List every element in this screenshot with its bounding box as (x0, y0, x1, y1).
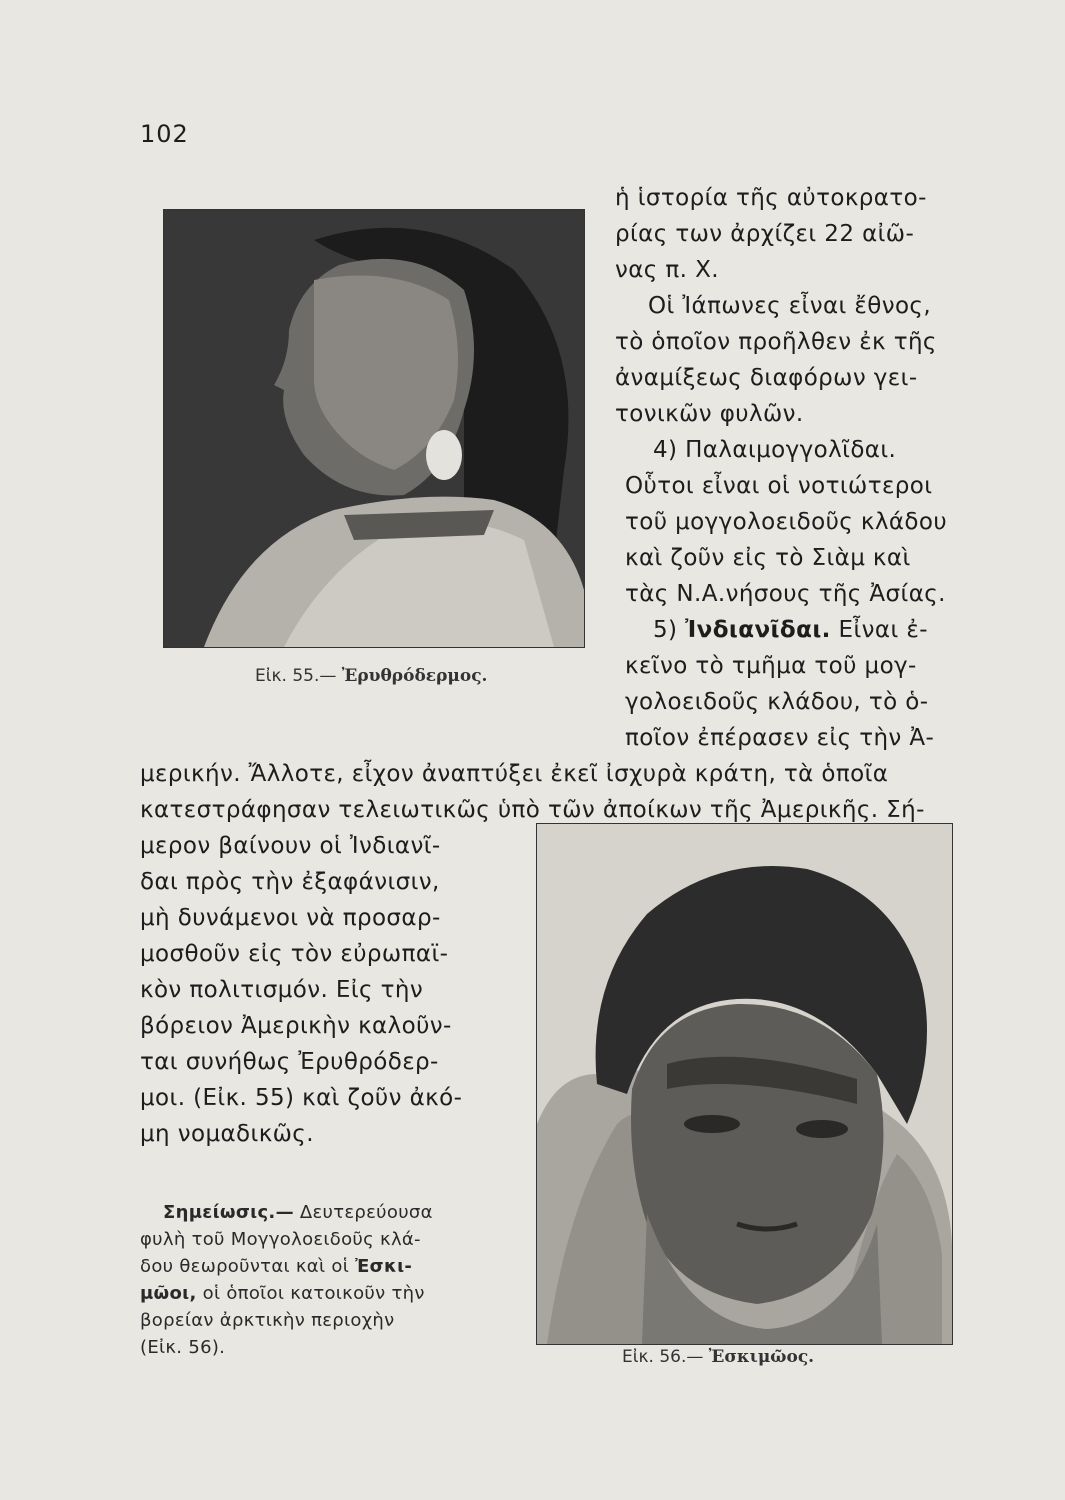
text-line: τὸ ὁποῖον προῆλθεν ἐκ τῆς (615, 329, 937, 355)
figure-55-label: Εἰκ. 55.— (255, 666, 337, 686)
note-line3-pre: δου θεωροῦνται καὶ οἱ (140, 1256, 350, 1277)
note-line: βορείαν ἀρκτικὴν περιοχὴν (140, 1310, 395, 1331)
text-line: μοι. (Εἰκ. 55) καὶ ζοῦν ἀκό- (140, 1085, 463, 1111)
text-line: μὴ δυνάμενοι νὰ προσαρ- (140, 905, 441, 931)
text-line: νας π. Χ. (615, 257, 719, 283)
note-line (140, 1253, 412, 1280)
section-heading-4 (653, 432, 896, 468)
text-line: ται συνήθως Ἐρυθρόδερ- (140, 1049, 439, 1075)
note-term-1: Ἐσκι- (355, 1256, 413, 1277)
text-line: καὶ ζοῦν εἰς τὸ Σιὰμ καὶ (625, 545, 911, 571)
section-5-rest: Εἶναι ἐ- (838, 617, 928, 643)
figure-56-label: Εἰκ. 56.— (622, 1347, 704, 1367)
text-line: ἡ ἱστορία τῆς αὐτοκρατο- (615, 185, 927, 211)
text-line: τονικῶν φυλῶν. (615, 401, 804, 427)
note-first-rest: Δευτερεύουσα (299, 1202, 433, 1223)
text-line: κεῖνο τὸ τμῆμα τοῦ μογ- (625, 653, 917, 679)
text-line: ποῖον ἐπέρασεν εἰς τὴν Ἀ- (625, 725, 935, 751)
text-line: βόρειον Ἀμερικὴν καλοῦν- (140, 1013, 452, 1039)
text-line: μερον βαίνουν οἱ Ἰνδιανῖ- (140, 833, 441, 859)
figure-56-caption (622, 1347, 814, 1367)
note-line: φυλὴ τοῦ Μογγολοειδοῦς κλά- (140, 1229, 421, 1250)
text-line: Οὗτοι εἶναι οἱ νοτιώτεροι (625, 473, 933, 499)
page-number: 102 (140, 120, 189, 148)
figure-55-photo (163, 209, 585, 648)
figure-55-name: Ἐρυθρόδερμος. (341, 666, 488, 686)
text-line: γολοειδοῦς κλάδου, τὸ ὁ- (625, 689, 929, 715)
note-title: Σημείωσις.— (163, 1202, 294, 1223)
section-5-number: 5) (653, 617, 678, 643)
note-line: (Εἰκ. 56). (140, 1337, 226, 1358)
figure-56-name: Ἐσκιμῶος. (708, 1347, 815, 1367)
text-line: μοσθοῦν εἰς τὸν εὐρωπαϊ- (140, 941, 449, 967)
note-term-2: μῶοι, (140, 1283, 197, 1304)
section-heading-4-text: 4) Παλαιμογγολῖδαι. (653, 437, 897, 463)
note-line (163, 1199, 433, 1226)
text-line: τοῦ μογγολοειδοῦς κλάδου (625, 509, 948, 535)
note-line4-rest: οἱ ὁποῖοι κατοικοῦν τὴν (202, 1283, 425, 1304)
text-line-full: κατεστράφησαν τελειωτικῶς ὑπὸ τῶν ἀποίκων τῆς Ἀμερικῆς. Σή- (140, 797, 925, 823)
text-line: Οἱ Ἰάπωνες εἶναι ἔθνος, (648, 293, 932, 319)
text-line-full: μερικήν. Ἄλλοτε, εἶχον ἀναπτύξει ἐκεῖ ἰσχυρὰ κράτη, τὰ ὁποῖα (140, 761, 889, 787)
figure-56-photo (536, 823, 953, 1345)
text-line: μη νομαδικῶς. (140, 1121, 314, 1147)
section-heading-5 (653, 612, 928, 648)
figure-55-caption (255, 666, 487, 686)
text-line: ρίας των ἀρχίζει 22 αἰῶ- (615, 221, 915, 247)
text-line: δαι πρὸς τὴν ἐξαφάνισιν, (140, 869, 440, 895)
text-line: ἀναμίξεως διαφόρων γει- (615, 365, 918, 391)
text-line: τὰς Ν.Α.νήσους τῆς Ἀσίας. (625, 581, 946, 607)
note-line (140, 1280, 425, 1307)
text-line: κὸν πολιτισμόν. Εἰς τὴν (140, 977, 424, 1003)
section-5-title: Ἰνδιανῖδαι. (685, 617, 831, 643)
fig55-earring (426, 430, 462, 480)
